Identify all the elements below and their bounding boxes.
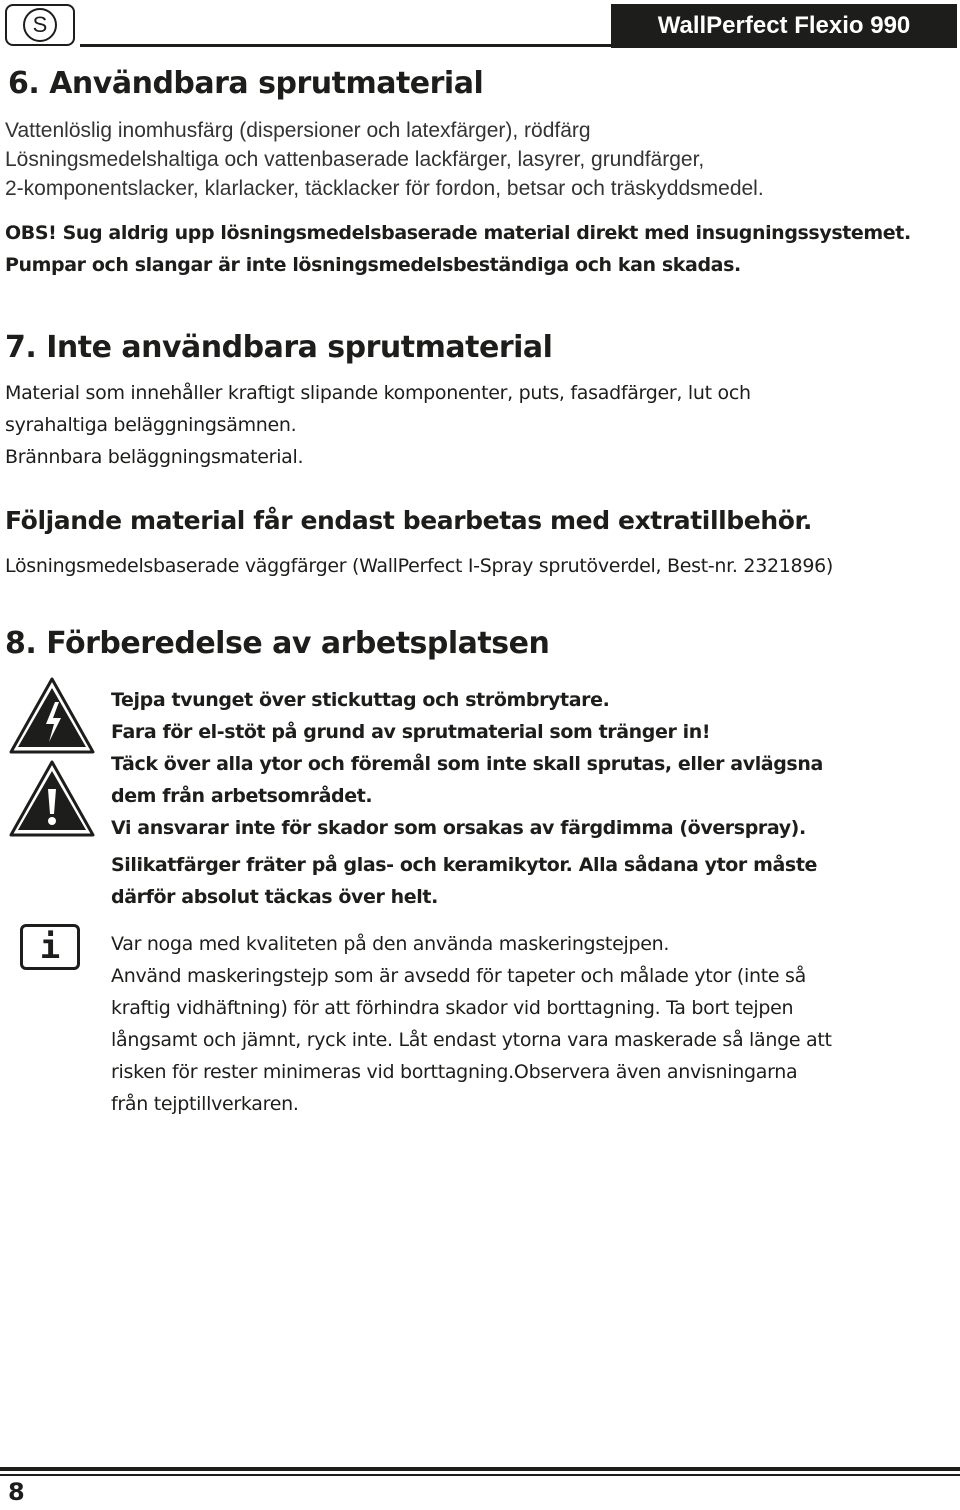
- section-7-line: Brännbara beläggningsmaterial.: [5, 446, 304, 468]
- footer-rule-thin: [0, 1474, 960, 1476]
- section-8-info-line: från tejptillverkaren.: [111, 1093, 299, 1115]
- section-6-line: 2-komponentslacker, klarlacker, täcklacker för fordon, betsar och träskyddsmedel.: [5, 177, 764, 200]
- language-code: S: [23, 8, 57, 42]
- language-badge: [5, 4, 75, 46]
- section-8-warning-line: Täck över alla ytor och föremål som inte skall sprutas, eller avlägsna: [111, 753, 823, 775]
- section-6-warning-line: Pumpar och slangar är inte lösningsmedelsbeständiga och kan skadas.: [5, 254, 741, 276]
- section-7-line: Material som innehåller kraftigt slipande komponenter, puts, fasadfärger, lut och: [5, 382, 751, 404]
- product-name: WallPerfect Flexio 990: [611, 4, 957, 48]
- section-7-title: 7. Inte användbara sprutmaterial: [5, 330, 553, 365]
- section-8-silicate-warning: [111, 849, 817, 913]
- info-icon: i: [20, 924, 80, 970]
- section-6-warning: [5, 217, 911, 281]
- section-8-warning-line: Silikatfärger fräter på glas- och keramikytor. Alla sådana ytor måste: [111, 854, 817, 876]
- section-8-info-line: Var noga med kvaliteten på den använda maskeringstejpen.: [111, 933, 670, 955]
- section-7-accessory-line: Lösningsmedelsbaserade väggfärger (WallPerfect I-Spray sprutöverdel, Best-nr. 2321896): [5, 555, 834, 577]
- section-6-title: 6. Användbara sprutmaterial: [8, 66, 484, 101]
- section-6-line: Vattenlöslig inomhusfärg (dispersioner och latexfärger), rödfärg: [5, 119, 591, 142]
- section-8-warnings: [111, 684, 823, 844]
- section-6-body: [5, 116, 764, 203]
- section-8-warning-line: Vi ansvarar inte för skador som orsakas av färgdimma (överspray).: [111, 817, 806, 839]
- section-8-info-line: risken för rester minimeras vid borttagning.Observera även anvisningarna: [111, 1061, 798, 1083]
- section-7-subheading: Följande material får endast bearbetas med extratillbehör.: [5, 506, 812, 535]
- section-8-title: 8. Förberedelse av arbetsplatsen: [5, 626, 550, 661]
- electric-hazard-icon: [8, 676, 96, 760]
- section-8-info-line: kraftig vidhäftning) för att förhindra skador vid borttagning. Ta bort tejpen: [111, 997, 794, 1019]
- section-8-info-line: Använd maskeringstejp som är avsedd för tapeter och målade ytor (inte så: [111, 965, 806, 987]
- page-number: 8: [8, 1478, 25, 1506]
- section-8-info: [111, 928, 832, 1120]
- warning-icon: [8, 759, 96, 843]
- header-rule: [80, 44, 612, 47]
- section-7-line: syrahaltiga beläggningsämnen.: [5, 414, 297, 436]
- section-8-warning-line: Fara för el-stöt på grund av sprutmaterial som tränger in!: [111, 721, 711, 743]
- section-8-warning-line: dem från arbetsområdet.: [111, 785, 373, 807]
- section-8-warning-line: därför absolut täckas över helt.: [111, 886, 438, 908]
- section-6-line: Lösningsmedelshaltiga och vattenbaserade lackfärger, lasyrer, grundfärger,: [5, 148, 705, 171]
- footer-rule: [0, 1467, 960, 1471]
- section-6-warning-line: OBS! Sug aldrig upp lösningsmedelsbaserade material direkt med insugningssystemet.: [5, 222, 911, 244]
- section-8-warning-line: Tejpa tvunget över stickuttag och strömbrytare.: [111, 689, 610, 711]
- section-7-body: [5, 377, 751, 473]
- section-8-info-line: långsamt och jämnt, ryck inte. Låt endast ytorna vara maskerade så länge att: [111, 1029, 832, 1051]
